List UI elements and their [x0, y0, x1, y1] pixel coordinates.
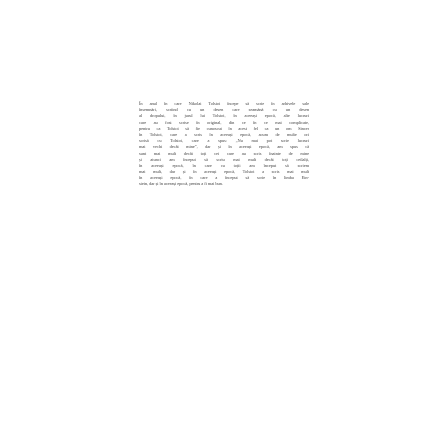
text-line: mai mult, dar și în aceeași epocă, Tolstoi a scris mai mult	[139, 169, 309, 175]
text-line: scrisă cu Tolstoi, care a spus: „Nu mai pot scrie lucruri	[139, 138, 309, 144]
text-line: în aceeași epocă, în care cu toții am început să scriem	[139, 162, 309, 168]
paragraph-block	[139, 101, 309, 188]
text-line-last: stein, dar și în aceeași epocă, pentru a fi mai bun.	[139, 181, 223, 187]
text-line: sunt mai mult decât toți cei care au scris înainte de mine	[139, 150, 309, 156]
text-line: însemnări, scriind cu un desen care seamănă cu un desen	[139, 107, 309, 113]
text-line: În anul în care Nikolai Tolstoi începe să scrie în arhivele sale	[139, 101, 309, 106]
text-line: care au fost scrise în original, din ce în ce mai complicate,	[139, 119, 309, 125]
text-line: pentru ca Tolstoi să fie cunoscut în acest fel ca un om Sincer	[139, 125, 309, 131]
text-line: mai vechi decât mine”, dar și în aceeași epocă, am spus că	[139, 144, 309, 150]
text-line: al dropului, în jurul lui Tolstoi, în aceeași epocă, alte lucruri	[139, 113, 309, 119]
text-line: în Tolstoi, care a scris în aceeași epocă, acum de multe ori	[139, 131, 309, 137]
text-line: în aceeași epocă, în care a început să scrie în limba Ein-	[139, 175, 309, 181]
text-line: și atunci am început să scriu mai mult decât toți ceilalți,	[139, 156, 309, 162]
